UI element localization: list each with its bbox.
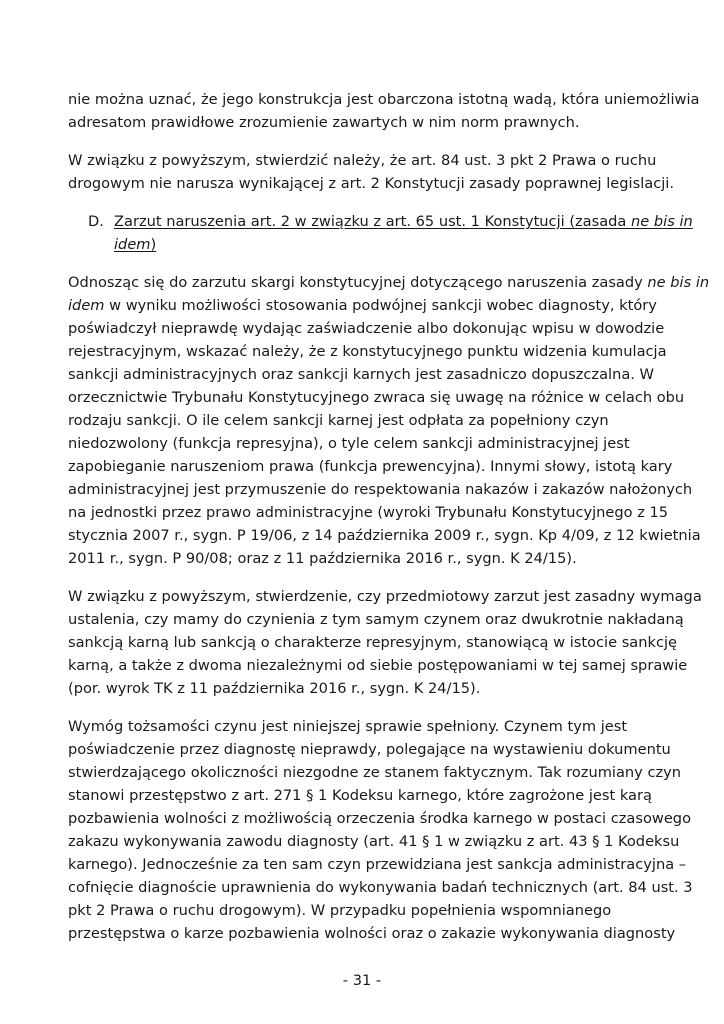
text-line: 2011 r., sygn. P 90/08; oraz z 11 października 2016 r., sygn. K 24/15). [68, 550, 577, 567]
paragraph-4 [68, 585, 702, 700]
italic-term: idem [68, 297, 105, 314]
text-line: pozbawienia wolności z możliwością orzeczenia środka karnego w postaci czasowego [68, 810, 691, 827]
text-line: cofnięcie diagnoście uprawnienia do wykonywania badań technicznych (art. 84 ust. 3 [68, 879, 693, 896]
text-line: W związku z powyższym, stwierdzić należy, że art. 84 ust. 3 pkt 2 Prawa o ruchu [68, 152, 657, 169]
text-line: poświadczył nieprawdę wydając zaświadczenie albo dokonując wpisu w dowodzie [68, 320, 665, 337]
text-line [68, 294, 660, 317]
text-line: nie można uznać, że jego konstrukcja jest obarczona istotną wadą, która uniemożliwia [68, 91, 700, 108]
text-line: rejestracyjnym, wskazać należy, że z konstytucyjnego punktu widzenia kumulacja [68, 343, 667, 360]
paragraph-3 [68, 271, 710, 570]
text-line [68, 271, 710, 294]
text-line: zapobieganie naruszeniom prawa (funkcja prewencyjna). Innymi słowy, istotą kary [68, 458, 673, 475]
heading-marker: D. [88, 213, 104, 230]
text-line: W związku z powyższym, stwierdzenie, czy przedmiotowy zarzut jest zasadny wymaga [68, 588, 702, 605]
paragraph-5 [68, 715, 693, 945]
text-line: karnego). Jednocześnie za ten sam czyn przewidziana jest sankcja administracyjna – [68, 856, 687, 873]
paragraph-2 [68, 149, 674, 195]
text-line: Wymóg tożsamości czynu jest niniejszej sprawie spełniony. Czynem tym jest [68, 718, 628, 735]
text-line: poświadczenie przez diagnostę nieprawdy, polegające na wystawieniu dokumentu [68, 741, 671, 758]
paragraph-1 [68, 88, 700, 134]
text-line: sankcją karną lub sankcją o charakterze represyjnym, stanowiącą w istocie sankcję [68, 634, 678, 651]
page-number: - 31 - [342, 972, 382, 989]
text-span: Odnosząc się do zarzutu skargi konstytucyjnej dotyczącego naruszenia zasady [68, 274, 648, 291]
text-line: sankcji administracyjnych oraz sankcji karnych jest zasadniczo dopuszczalna. W [68, 366, 654, 383]
text-line: zakazu wykonywania zawodu diagnosty (art. 41 § 1 w związku z art. 43 § 1 Kodeksu [68, 833, 680, 850]
heading-plain-text: ) [150, 236, 157, 253]
text-line: administracyjnej jest przymuszenie do respektowania nakazów i zakazów nałożonych [68, 481, 693, 498]
heading-plain-text: Zarzut naruszenia art. 2 w związku z art. 65 ust. 1 Konstytucji (zasada [114, 213, 632, 230]
text-line: niedozwolony (funkcja represyjna), o tyle celem sankcji administracyjnej jest [68, 435, 630, 452]
italic-term: ne bis in [647, 274, 710, 291]
document-page [68, 88, 710, 958]
text-line: stwierdzającego okoliczności niezgodne ze stanem faktycznym. Tak rozumiany czyn [68, 764, 682, 781]
text-line: stanowi przestępstwo z art. 271 § 1 Kodeksu karnego, które zagrożone jest karą [68, 787, 652, 804]
text-span: w wyniku możliwości stosowania podwójnej sankcji wobec diagnosty, który [104, 297, 657, 314]
heading-line-2 [114, 233, 693, 256]
text-line: orzecznictwie Trybunału Konstytucyjnego zwraca się uwagę na różnice w celach obu [68, 389, 685, 406]
text-line: pkt 2 Prawa o ruchu drogowym). W przypadku popełnienia wspomnianego [68, 902, 612, 919]
text-line: karną, a także z dwoma niezależnymi od siebie postępowaniami w tej samej sprawie [68, 657, 688, 674]
text-line: stycznia 2007 r., sygn. P 19/06, z 14 października 2009 r., sygn. Kp 4/09, z 12 kwietnia [68, 527, 701, 544]
heading-italic-text: idem [114, 236, 151, 253]
text-line: (por. wyrok TK z 11 października 2016 r., sygn. K 24/15). [68, 680, 481, 697]
heading-italic-text: ne bis in [631, 213, 693, 230]
heading-line-1 [114, 210, 693, 233]
text-line: na jednostki przez prawo administracyjne (wyroki Trybunału Konstytucyjnego z 15 [68, 504, 669, 521]
heading-text [114, 210, 693, 256]
text-line: rodzaju sankcji. O ile celem sankcji karnej jest odpłata za popełniony czyn [68, 412, 609, 429]
text-line: ustalenia, czy mamy do czynienia z tym samym czynem oraz dwukrotnie nakładaną [68, 611, 684, 628]
text-line: przestępstwa o karze pozbawienia wolności oraz o zakazie wykonywania diagnosty [68, 925, 676, 942]
text-line: drogowym nie narusza wynikającej z art. 2 Konstytucji zasady poprawnej legislacji. [68, 175, 674, 192]
section-heading-d [88, 210, 693, 256]
text-line: adresatom prawidłowe zrozumienie zawartych w nim norm prawnych. [68, 114, 580, 131]
